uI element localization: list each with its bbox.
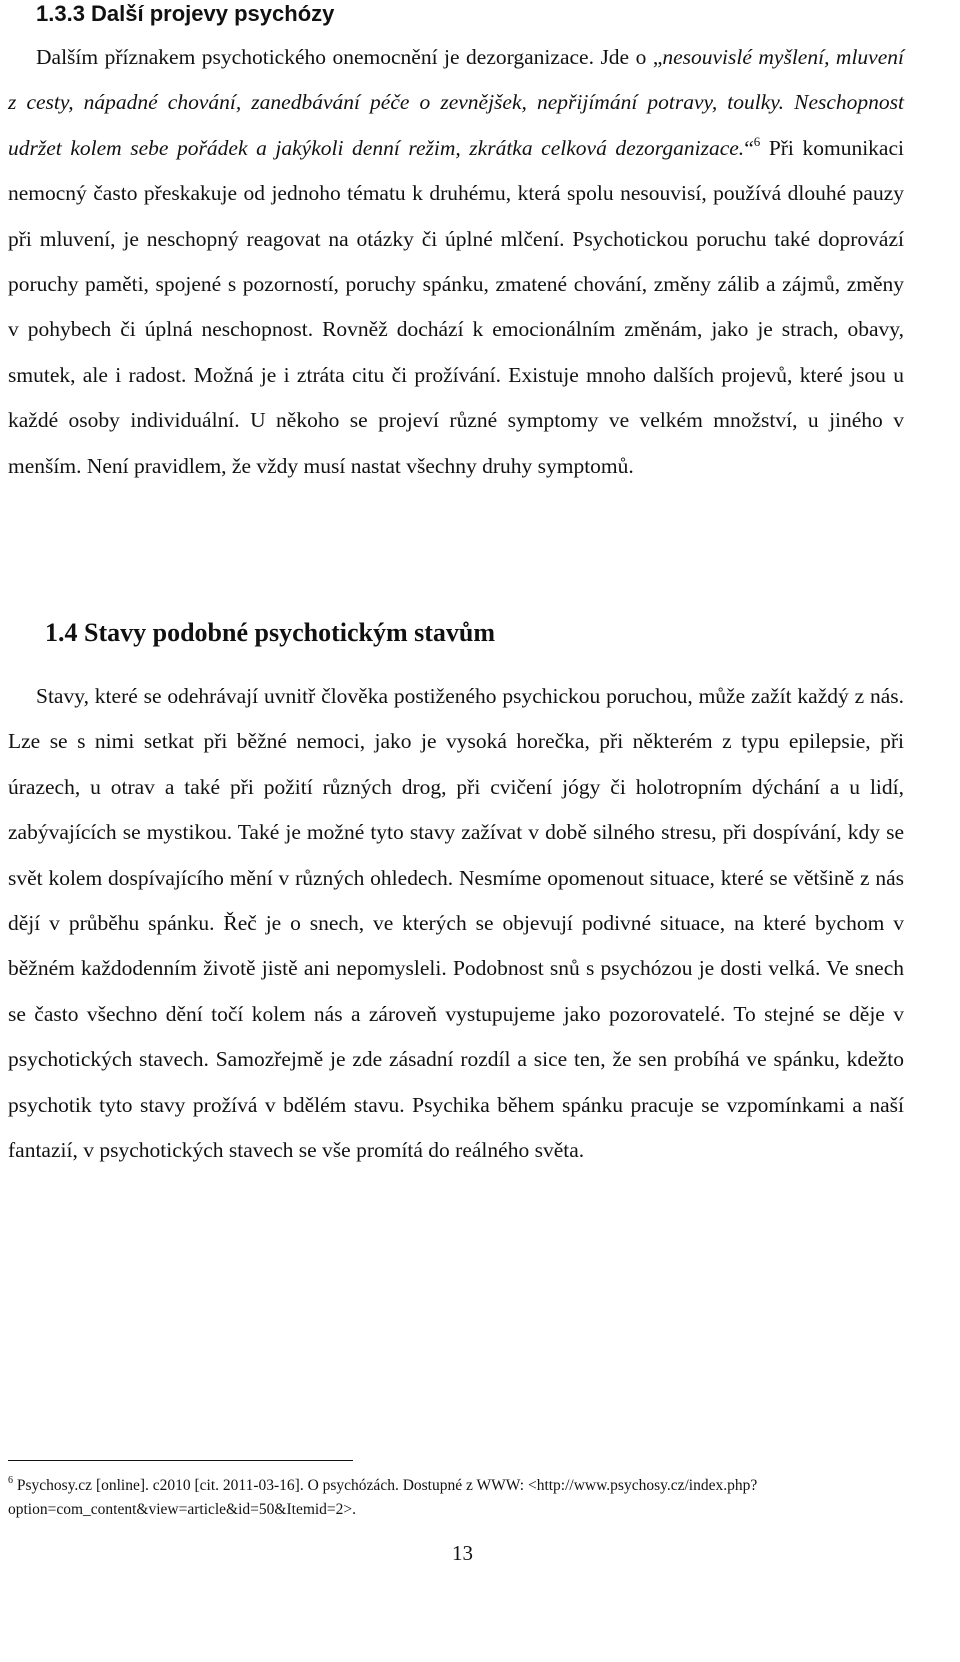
footnote-separator	[8, 1460, 353, 1461]
footnote-reference[interactable]: 6	[753, 133, 761, 149]
footnote-number: 6	[8, 1475, 13, 1486]
paragraph-stavy	[8, 674, 904, 1173]
paragraph-body-text: Při komunikaci nemocný často přeskakuje od jednoho tématu k druhému, která spolu nesouvisí, používá dlouhé pauzy při mluvení, je neschopný reagovat na otázky či úplné mlčení. Psychotickou poruchu také doprovází poruchy paměti, spojené s pozorností, poruchy spánku, zmatené chování, změny zálib a zájmů, změny v pohybech či úplná neschopnost. Rovněž dochází k emocionálním změnám, jako je strach, obavy, smutek, ale i radost. Možná je i ztráta citu či prožívání. Existuje mnoho dalších projevů, které jsou u každé osoby individuální. U někoho se projeví různé symptomy ve velkém množství, u jiného v menším. Není pravidlem, že vždy musí nastat všechny druhy symptomů.	[8, 135, 904, 478]
page-number: 13	[452, 1541, 473, 1565]
closing-quote-mark: “	[744, 135, 754, 160]
paragraph-lead-text: Dalším příznakem psychotického onemocnění je dezorganizace. Jde o „	[36, 45, 663, 69]
paragraph-dezorganizace	[8, 35, 904, 489]
italic-quotation: nesouvislé myšlení, mluvení z cesty, nápadné chování, zanedbávání péče o zevnějšek, nepřijímání potravy, toulky. Neschopnost udržet kolem sebe pořádek a jakýkoli denní režim, zkrátka celková dezorganizace.	[8, 45, 904, 160]
footnote	[8, 1474, 908, 1522]
section-heading-1-4: 1.4 Stavy podobné psychotickým stavům	[45, 618, 496, 647]
paragraph-body-text: Stavy, které se odehrávají uvnitř člověka postiženého psychickou poruchou, může zažít každý z nás. Lze se s nimi setkat při běžné nemoci, jako je vysoká horečka, při některém z typu epilepsie, při úrazech, u otrav a také při požití různých drog, při cvičení jógy či holotropním dýchání a u lidí, zabývajících se mystikou. Také je možné tyto stavy zažívat v době silného stresu, při dospívání, kdy se svět kolem dospívajícího mění v různých ohledech. Nesmíme opomenout situace, které se většině z nás dějí v průběhu spánku. Řeč je o snech, ve kterých se objevují podivné situace, na které bychom v běžném každodenním životě jistě ani nepomysleli. Podobnost snů s psychózou je dosti velká. Ve snech se často všechno dění točí kolem nás a zároveň vystupujeme jako pozorovatelé. To stejné se děje v psychotických stavech. Samozřejmě je zde zásadní rozdíl a sice ten, že sen probíhá ve spánku, kdežto psychotik tyto stavy prožívá v bdělém stavu. Psychika během spánku pracuje se vzpomínkami a naší fantazií, v psychotických stavech se vše promítá do reálného světa.	[8, 684, 904, 1163]
section-heading-1-3-3: 1.3.3 Další projevy psychózy	[36, 1, 335, 26]
footnote-text: Psychosy.cz [online]. c2010 [cit. 2011-03-16]. O psychózách. Dostupné z WWW: <http://www.psychosy.cz/index.php?option=com_content&view=article&id=50&Itemid=2>.	[8, 1477, 758, 1518]
